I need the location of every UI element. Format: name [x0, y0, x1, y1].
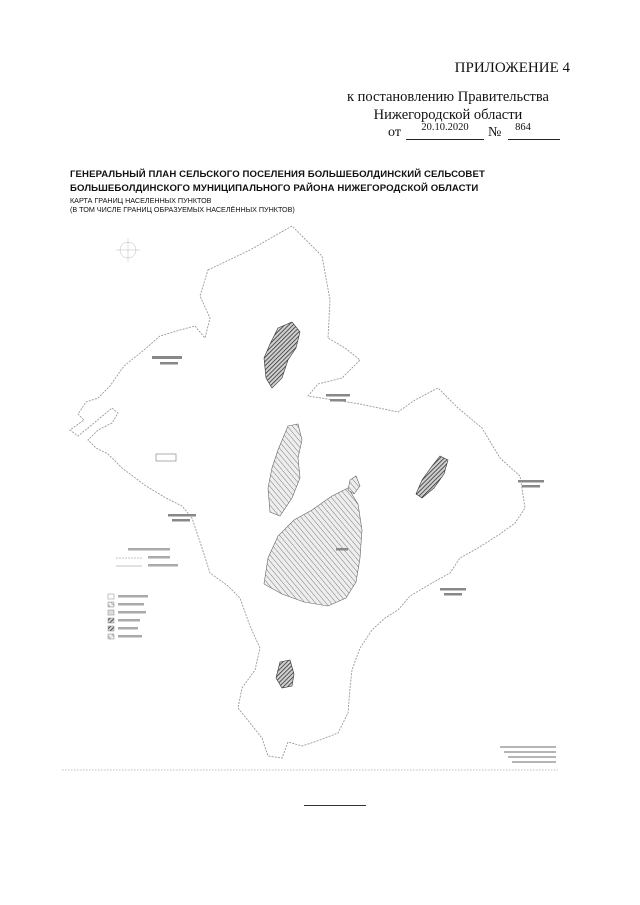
decree-date-number-row: [388, 124, 588, 142]
subtitle-line-2: (В ТОМ ЧИСЛЕ ГРАНИЦ ОБРАЗУЕМЫХ НАСЕЛЁННЫХ ПУНКТОВ): [70, 205, 295, 214]
map-subtitle: [70, 196, 295, 214]
title-line-1: ГЕНЕРАЛЬНЫЙ ПЛАН СЕЛЬСКОГО ПОСЕЛЕНИЯ БОЛЬШЕБОЛДИНСКИЙ СЕЛЬСОВЕТ: [70, 169, 485, 180]
decree-date: 20.10.2020: [421, 122, 469, 133]
map-legend: [108, 548, 178, 639]
title-line-2: БОЛЬШЕБОЛДИНСКОГО МУНИЦИПАЛЬНОГО РАЙОНА НИЖЕГОРОДСКОЙ ОБЛАСТИ: [70, 183, 479, 194]
number-prefix: №: [488, 125, 502, 140]
date-prefix: от: [388, 125, 401, 140]
settlement-boundaries-map: [60, 218, 560, 778]
settlement-center-small: [348, 476, 360, 494]
compass-rose: [116, 238, 140, 262]
closing-line: [304, 805, 366, 806]
decree-number: 864: [515, 122, 531, 133]
map-title: [70, 168, 590, 196]
number-underline: [508, 139, 560, 140]
settlement-south: [276, 660, 294, 688]
decree-line-1: к постановлению Правительства: [347, 89, 549, 105]
appendix-label: ПРИЛОЖЕНИЕ 4: [454, 60, 570, 76]
map-stamp: [500, 746, 556, 763]
decree-line-2: Нижегородской области: [373, 107, 523, 123]
settlement-center-north: [268, 424, 302, 516]
date-underline: [406, 139, 484, 140]
settlement-east: [416, 456, 448, 498]
municipality-boundary: [70, 226, 525, 758]
settlement-small-west: [156, 454, 176, 461]
subtitle-line-1: КАРТА ГРАНИЦ НАСЕЛЕННЫХ ПУНКТОВ: [70, 196, 212, 205]
decree-reference: [318, 88, 578, 124]
settlement-north: [264, 322, 300, 388]
